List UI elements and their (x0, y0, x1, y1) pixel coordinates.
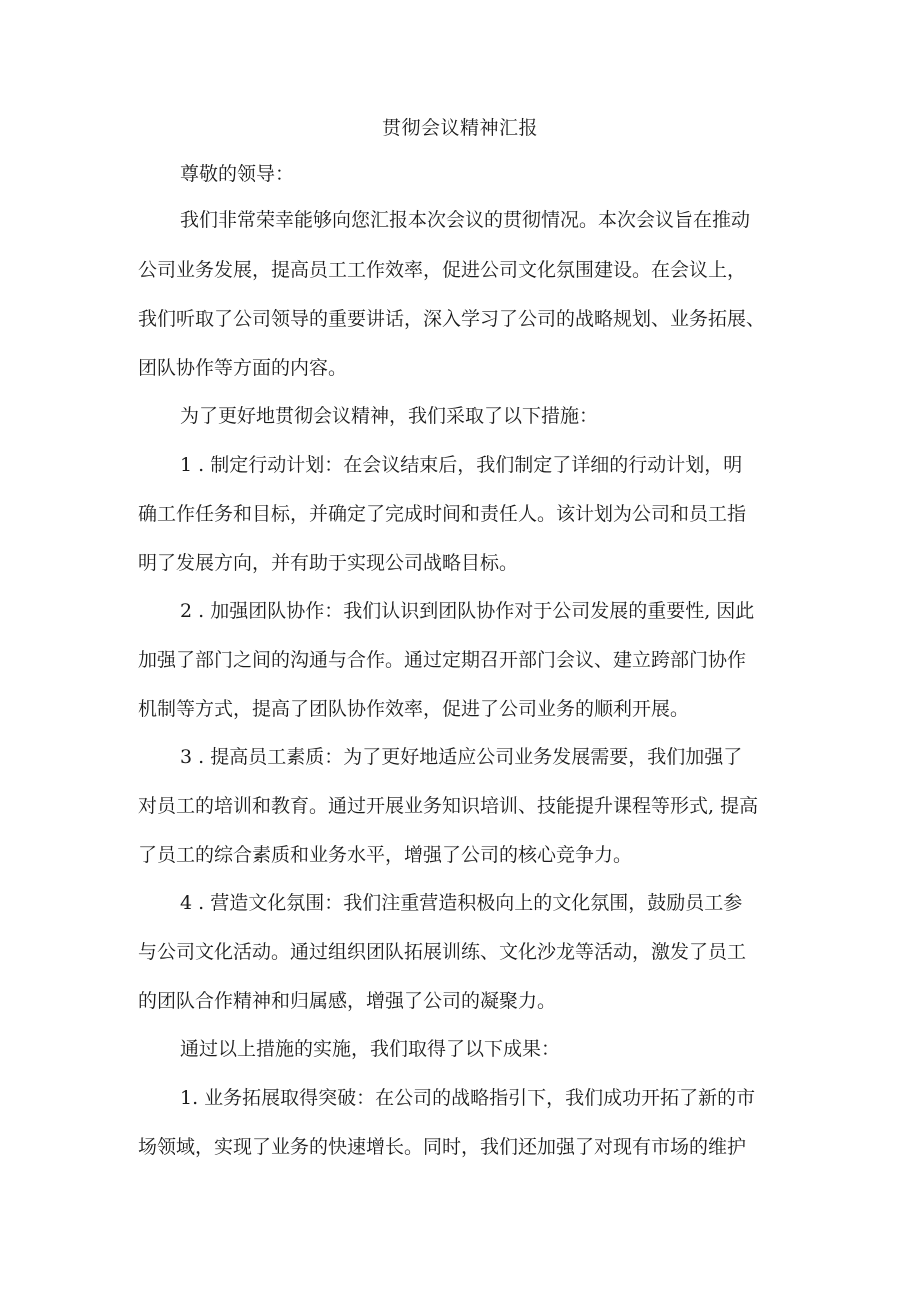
list-item-line: 明了发展方向，并有助于实现公司战略目标。 (138, 552, 519, 574)
list-item-line: 1 . 制定行动计划：在会议结束后，我们制定了详细的行动计划，明 (180, 454, 743, 476)
list-item-line: 加强了部门之间的沟通与合作。通过定期召开部门会议、建立跨部门协作 (138, 649, 747, 671)
list-item-line: 确工作任务和目标，并确定了完成时间和责任人。该计划为公司和员工指 (138, 503, 747, 525)
paragraph-line: 我们听取了公司领导的重要讲话，深入学习了公司的战略规划、业务拓展、 (138, 308, 766, 330)
paragraph-line: 我们非常荣幸能够向您汇报本次会议的贯彻情况。本次会议旨在推动 (180, 209, 751, 231)
paragraph-line: 团队协作等方面的内容。 (138, 357, 348, 379)
list-item-line: 的团队合作精神和归属感，增强了公司的凝聚力。 (138, 990, 557, 1012)
paragraph-line: 通过以上措施的实施，我们取得了以下成果： (180, 1038, 561, 1060)
list-item-line: 对员工的培训和教育。通过开展业务知识培训、技能提升课程等形式, 提高 (138, 795, 759, 817)
list-item-line: 与公司文化活动。通过组织团队拓展训练、文化沙龙等活动，激发了员工 (138, 941, 747, 963)
paragraph-line: 为了更好地贯彻会议精神，我们采取了以下措施： (180, 405, 599, 427)
list-item-line: 了员工的综合素质和业务水平，增强了公司的核心竞争力。 (138, 844, 633, 866)
document-title: 贯彻会议精神汇报 (381, 117, 538, 139)
list-item-line: 机制等方式，提高了团队协作效率，促进了公司业务的顺利开展。 (138, 698, 690, 720)
paragraph-line: 公司业务发展，提高员工工作效率，促进公司文化氛围建设。在会议上， (138, 259, 747, 281)
list-item-line: 1. 业务拓展取得突破：在公司的战略指引下，我们成功开拓了新的市 (180, 1087, 756, 1109)
list-item-line: 4 . 营造文化氛围：我们注重营造积极向上的文化氛围，鼓励员工参 (180, 892, 743, 914)
list-item-line: 场领域，实现了业务的快速增长。同时，我们还加强了对现有市场的维护 (138, 1136, 747, 1158)
list-item-line: 3 . 提高员工素质：为了更好地适应公司业务发展需要，我们加强了 (180, 746, 743, 768)
salutation: 尊敬的领导： (180, 163, 295, 185)
list-item-line: 2 . 加强团队协作：我们认识到团队协作对于公司发展的重要性, 因此 (180, 600, 755, 622)
